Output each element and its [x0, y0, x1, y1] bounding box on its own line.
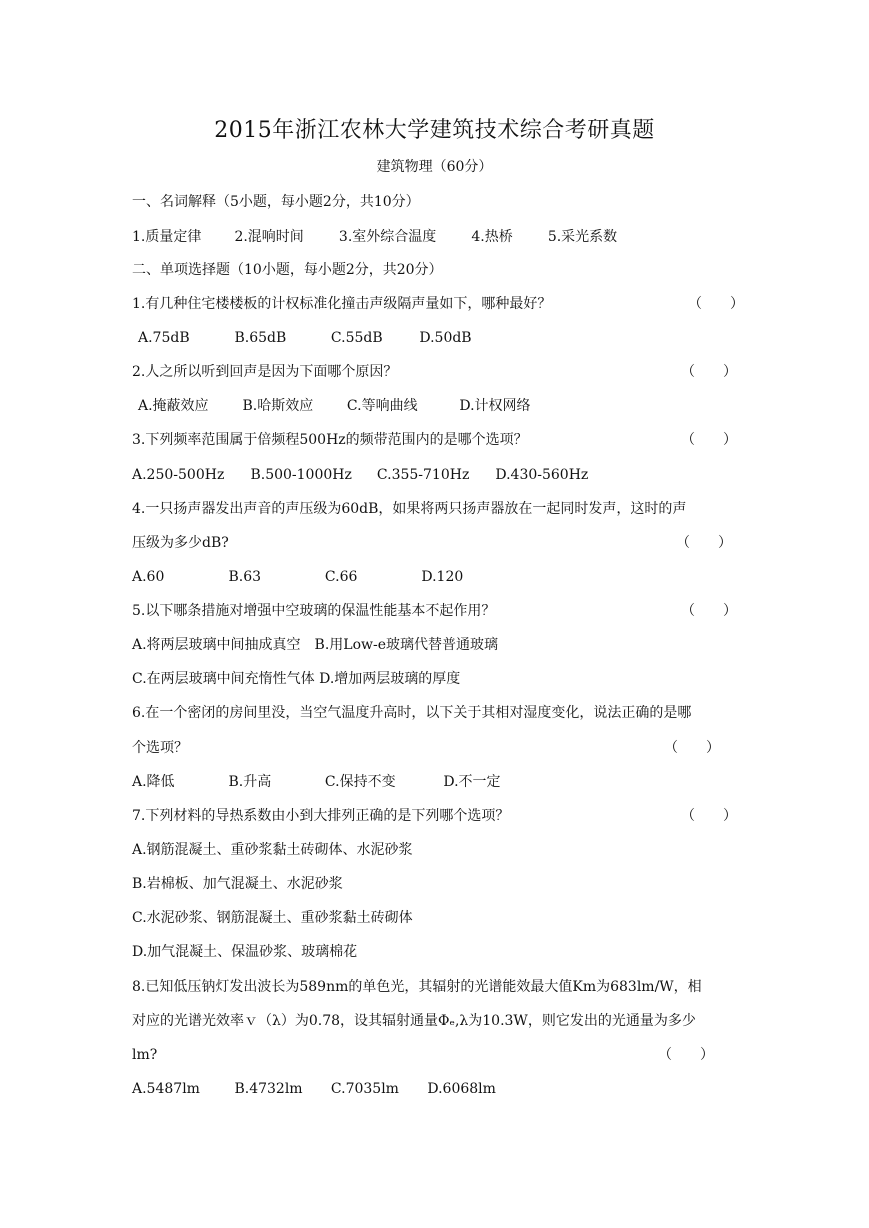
- answer-blank: （ ）: [688, 296, 744, 312]
- option: D.120: [421, 569, 464, 585]
- option: A.掩蔽效应: [138, 398, 209, 414]
- term-list: [132, 227, 742, 247]
- question-7: 7.下列材料的导热系数由小到大排列正确的是下列哪个选项？: [132, 808, 510, 824]
- option: A.75dB: [138, 330, 190, 346]
- answer-blank: （ ）: [676, 535, 732, 551]
- section-subtitle: 建筑物理（60分）: [376, 159, 493, 175]
- option: D.50dB: [419, 330, 472, 346]
- option: D.计权网络: [459, 398, 531, 414]
- term-item: 3.室外综合温度: [338, 229, 437, 245]
- section-1-heading: 一、名词解释（5小题，每小题2分，共10分）: [132, 194, 420, 210]
- option: B.63: [228, 569, 262, 585]
- option: C.55dB: [330, 330, 383, 346]
- option: B.升高: [228, 774, 272, 790]
- question-2-options: [138, 396, 748, 416]
- answer-blank: （ ）: [681, 364, 737, 380]
- option: B.4732lm: [234, 1081, 303, 1097]
- question-3-options: [132, 465, 742, 485]
- question-5: 5.以下哪条措施对增强中空玻璃的保温性能基本不起作用？: [132, 603, 496, 619]
- question-3: 3.下列频率范围属于倍频程500Hz的频带范围内的是哪个选项？: [132, 432, 528, 448]
- question-6-line-2: 个选项？: [132, 740, 188, 756]
- option: A.钢筋混凝土、重砂浆黏土砖砌体、水泥砂浆: [132, 842, 413, 858]
- option: B.65dB: [234, 330, 287, 346]
- answer-blank: （ ）: [658, 1047, 714, 1063]
- question-8-options: [132, 1079, 742, 1099]
- question-5-options-2: C.在两层玻璃中间充惰性气体 D.增加两层玻璃的厚度: [132, 671, 461, 687]
- option: D.不一定: [443, 774, 501, 790]
- term-item: 4.热桥: [471, 229, 513, 245]
- option: B.岩棉板、加气混凝土、水泥砂浆: [132, 876, 343, 892]
- option: C.水泥砂浆、钢筋混凝土、重砂浆黏土砖砌体: [132, 910, 413, 926]
- question-8-line-3: lm?: [132, 1047, 158, 1063]
- option: D.430-560Hz: [495, 467, 589, 483]
- option: C.7035lm: [330, 1081, 399, 1097]
- question-4-options: [132, 567, 742, 587]
- section-2-heading: 二、单项选择题（10小题，每小题2分，共20分）: [132, 262, 443, 278]
- page-title: 2015年浙江农林大学建筑技术综合考研真题: [214, 118, 655, 143]
- option: B.500-1000Hz: [250, 467, 352, 483]
- question-6-line-1: 6.在一个密闭的房间里没，当空气温度升高时，以下关于其相对湿度变化，说法正确的是哪: [132, 705, 692, 721]
- question-4-line-1: 4.一只扬声器发出声音的声压级为60dB，如果将两只扬声器放在一起同时发声，这时的声: [132, 501, 687, 517]
- question-1: 1.有几种住宅楼楼板的计权标准化撞击声级隔声量如下，哪种最好？: [132, 296, 552, 312]
- question-8-line-1: 8.已知低压钠灯发出波长为589nm的单色光，其辐射的光谱能效最大值Km为683lm/W，相: [132, 979, 702, 995]
- question-6-options: [132, 772, 742, 792]
- term-item: 2.混响时间: [234, 229, 304, 245]
- term-item: 5.采光系数: [547, 229, 618, 245]
- option: A.5487lm: [132, 1081, 200, 1097]
- option: D.加气混凝土、保温砂浆、玻璃棉花: [132, 944, 358, 960]
- term-item: 1.质量定律: [132, 229, 202, 245]
- question-8-line-2: 对应的光谱光效率ｖ（λ）为0.78，设其辐射通量Φₑ,λ为10.3W，则它发出的光通量为多少: [132, 1013, 696, 1029]
- answer-blank: （ ）: [681, 432, 737, 448]
- answer-blank: （ ）: [664, 740, 720, 756]
- option: C.等响曲线: [346, 398, 418, 414]
- option: A.降低: [132, 774, 175, 790]
- option: C.保持不变: [324, 774, 396, 790]
- answer-blank: （ ）: [681, 808, 737, 824]
- option: C.66: [324, 569, 358, 585]
- question-5-options-1: A.将两层玻璃中间抽成真空 B.用Low-e玻璃代替普通玻璃: [132, 637, 499, 653]
- question-4-line-2: 压级为多少dB?: [132, 535, 229, 551]
- question-2: 2.人之所以听到回声是因为下面哪个原因？: [132, 364, 398, 380]
- question-1-options: [138, 328, 748, 348]
- option: C.355-710Hz: [376, 467, 470, 483]
- option: A.60: [132, 569, 165, 585]
- option: D.6068lm: [427, 1081, 496, 1097]
- option: A.250-500Hz: [132, 467, 225, 483]
- answer-blank: （ ）: [681, 603, 737, 619]
- option: B.哈斯效应: [242, 398, 314, 414]
